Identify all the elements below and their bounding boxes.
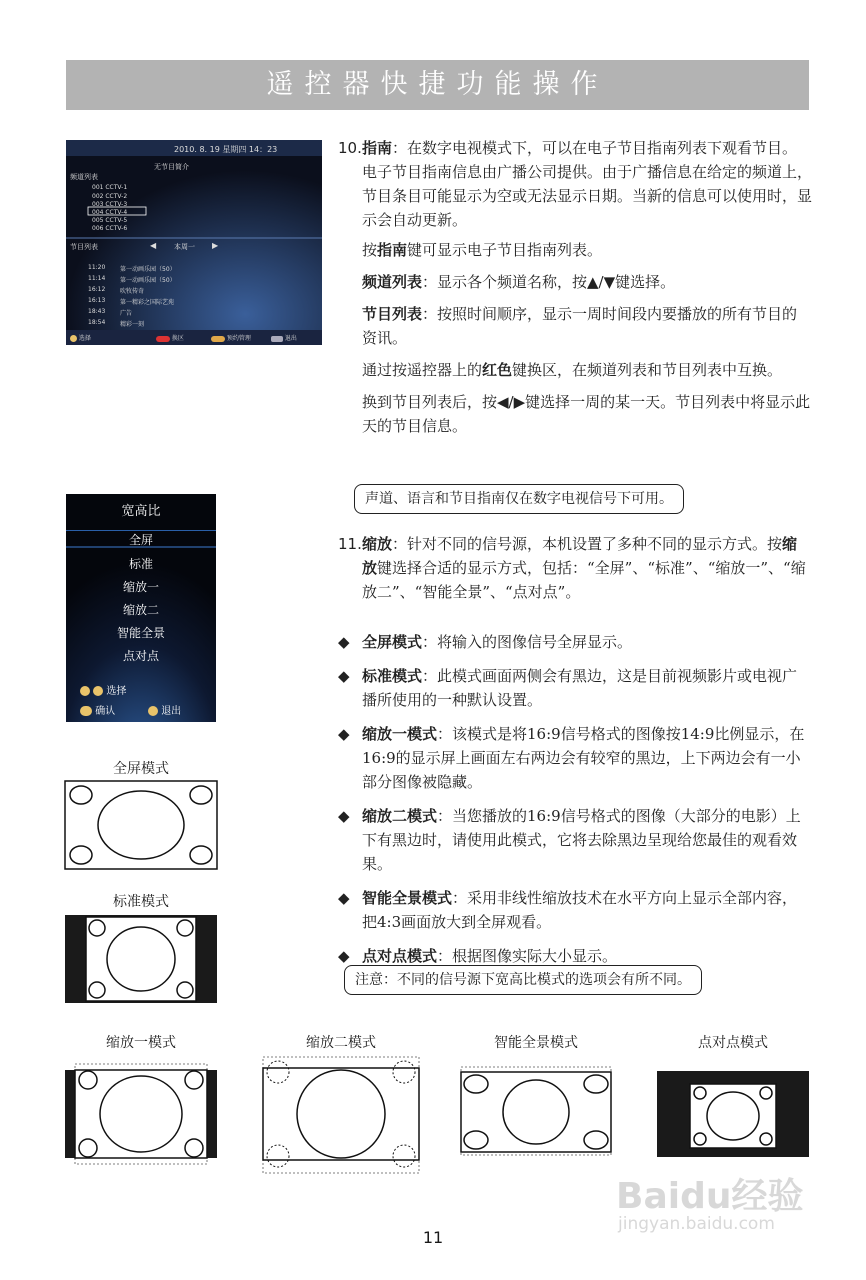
section-10-p1: 电子节目指南信息由广播公司提供。由于广播信息在给定的频道上，节目条目可能显示为空或无法显示日期。当新的信息可以使用时，显示会自动更新。 [362, 163, 813, 229]
epg-footer-exit-label: 退出 [284, 335, 297, 342]
epg-footer-switch[interactable] [156, 333, 206, 342]
section-10 [338, 136, 812, 438]
epg-channel-item[interactable]: 005 CCTV-5 [92, 217, 128, 224]
menu-footer-exit-label: 退出 [161, 706, 182, 717]
epg-program-title[interactable]: 第一动画乐园（50） [120, 266, 176, 273]
epg-program-time: 18:54 [88, 319, 106, 326]
bullet-item: ◆ 缩放一模式：该模式是将16:9信号格式的图像按14:9比例显示，在16:9的显示屏上画面左右两边会有较窄的黑边，上下两边会有一小部分图像被隐藏。 [338, 725, 805, 791]
caption-fullscreen: 全屏模式 [113, 761, 169, 777]
section-11: 11. 缩放：针对不同的信号源，本机设置了多种不同的显示方式。按缩放键选择合适的显示方式，包括：“全屏”、“标准”、“缩放一”、“缩放二”、“智能全景”、“点对点”。 [338, 532, 812, 604]
menu-footer-exit[interactable] [148, 702, 181, 717]
epg-channel-item[interactable]: 002 CCTV-2 [92, 193, 128, 200]
epg-program-time: 16:12 [88, 286, 106, 293]
epg-program-time: 11:14 [88, 275, 106, 282]
section-10-p5: 通过按遥控器上的红色键换区，在频道列表和节目列表中互换。 [362, 361, 783, 379]
caption-dot: 点对点模式 [698, 1035, 768, 1051]
note-aspect-varies: 注意：不同的信号源下宽高比模式的选项会有所不同。 [344, 965, 702, 995]
menu-item-fullscreen[interactable]: 全屏 [128, 533, 153, 547]
epg-program-list-label: 节目列表 [70, 243, 98, 251]
menu-footer-select-label: 选择 [106, 686, 127, 697]
epg-footer-reserve[interactable] [211, 333, 271, 342]
bullet-item: ◆ 智能全景模式：采用非线性缩放技术在水平方向上显示全部内容，把4:3画面放大到全屏观看。 [338, 889, 798, 931]
bullet-item: ◆ 点对点模式：根据图像实际大小显示。 [338, 947, 618, 965]
diagram-fullscreen [64, 780, 218, 870]
epg-channel-item[interactable]: 003 CCTV-3 [92, 201, 128, 208]
section-10-number: 10. [338, 139, 362, 157]
section-10-term: 指南 [362, 139, 393, 157]
note-digital-only: 声道、语言和节目指南仅在数字电视信号下可用。 [354, 484, 684, 514]
bullet-item: ◆ 全屏模式：将输入的图像信号全屏显示。 [338, 633, 633, 651]
menu-footer-ok[interactable] [80, 702, 115, 717]
epg-day: 本周一 [174, 243, 195, 251]
epg-footer-select[interactable] [70, 333, 130, 342]
menu-item-dot[interactable]: 点对点 [122, 649, 159, 663]
menu-item-zoom1[interactable]: 缩放一 [122, 580, 159, 594]
bullet-item: ◆ 缩放二模式：当您播放的16:9信号格式的图像（大部分的电影）上下有黑边时，请使用此模式，它将去除黑边呈现给您最佳的观看效果。 [338, 807, 801, 873]
updown-icon [70, 335, 77, 342]
epg-program-time: 16:13 [88, 297, 106, 304]
epg-footer-switch-label: 换区 [171, 335, 184, 342]
section-10-p6: 换到节目列表后，按◀/▶键选择一周的某一天。节目列表中将显示此天的节目信息。 [362, 393, 811, 435]
red-key-icon [156, 336, 170, 342]
epg-no-intro: 无节目简介 [154, 163, 189, 171]
section-10-p4: 节目列表：按照时间顺序，显示一周时间段内要播放的所有节目的资讯。 [362, 305, 798, 347]
menu-footer-ok-label: 确认 [95, 706, 116, 717]
epg-footer-reserve-label: 预约管理 [226, 335, 251, 342]
epg-datetime: 2010. 8. 19 星期四 14：23 [174, 145, 278, 154]
section-11-number: 11. [338, 535, 362, 553]
bullet-list [338, 630, 812, 968]
diagram-smart [460, 1066, 612, 1156]
aspect-ratio-menu [66, 494, 216, 722]
epg-footer-exit[interactable] [271, 333, 321, 342]
menu-title: 宽高比 [66, 494, 216, 531]
diagram-zoom1 [64, 1062, 218, 1166]
epg-channel-item-selected[interactable]: 004 CCTV-4 [92, 209, 128, 216]
epg-channel-item[interactable]: 006 CCTV-6 [92, 225, 128, 232]
section-11-term: 缩放 [362, 535, 393, 553]
epg-program-title[interactable]: 精彩一刻 [120, 321, 145, 328]
epg-program-title[interactable]: 广告 [120, 310, 133, 317]
bullet-item: ◆ 标准模式：此模式画面两侧会有黑边，这是目前视频影片或电视广播所使用的一种默认设置。 [338, 667, 798, 709]
epg-footer-select-label: 选择 [78, 335, 91, 342]
caption-smart: 智能全景模式 [494, 1035, 578, 1051]
menu-footer-select[interactable] [80, 682, 126, 697]
epg-program-title[interactable]: 第一动画乐园（50） [120, 277, 176, 284]
exit-key-icon [271, 336, 283, 342]
caption-standard: 标准模式 [113, 894, 169, 910]
caption-zoom2: 缩放二模式 [306, 1035, 376, 1051]
page-number: 11 [422, 1228, 444, 1247]
menu-item-standard[interactable]: 标准 [128, 557, 153, 571]
epg-channel-item[interactable]: 001 CCTV-1 [92, 184, 128, 191]
watermark-url: jingyan.baidu.com [618, 1214, 775, 1234]
epg-program-time: 18:43 [88, 308, 106, 315]
menu-key-icon [148, 706, 158, 716]
section-10-intro: ：在数字电视模式下，可以在电子节目指南列表下观看节目。 [392, 139, 798, 157]
diagram-standard [64, 914, 218, 1004]
epg-program-title[interactable]: 第一精彩之国际艺苑 [120, 299, 175, 306]
epg-program-time: 11:20 [88, 264, 106, 271]
diagram-zoom2 [262, 1056, 420, 1174]
watermark-brand: Baidu经验 [616, 1176, 804, 1217]
menu-item-smart[interactable]: 智能全景 [116, 626, 165, 640]
caption-zoom1: 缩放一模式 [106, 1035, 176, 1051]
yellow-key-icon [211, 336, 225, 342]
left-arrow-icon[interactable]: ◀ [150, 241, 157, 250]
right-arrow-icon[interactable]: ▶ [212, 241, 219, 250]
section-10-p3: 频道列表：显示各个频道名称，按▲/▼键选择。 [362, 273, 676, 291]
down-icon [93, 686, 103, 696]
page-title-banner: 遥控器快捷功能操作 [66, 60, 809, 110]
epg-program-title[interactable]: 吹牧传奇 [120, 288, 145, 295]
epg-channel-list-label: 频道列表 [70, 173, 98, 181]
diagram-dot [656, 1070, 810, 1158]
ok-icon [80, 706, 92, 716]
menu-item-zoom2[interactable]: 缩放二 [122, 603, 159, 617]
epg-screen [66, 140, 322, 345]
section-10-p2: 按指南键可显示电子节目指南列表。 [362, 241, 603, 259]
up-icon [80, 686, 90, 696]
